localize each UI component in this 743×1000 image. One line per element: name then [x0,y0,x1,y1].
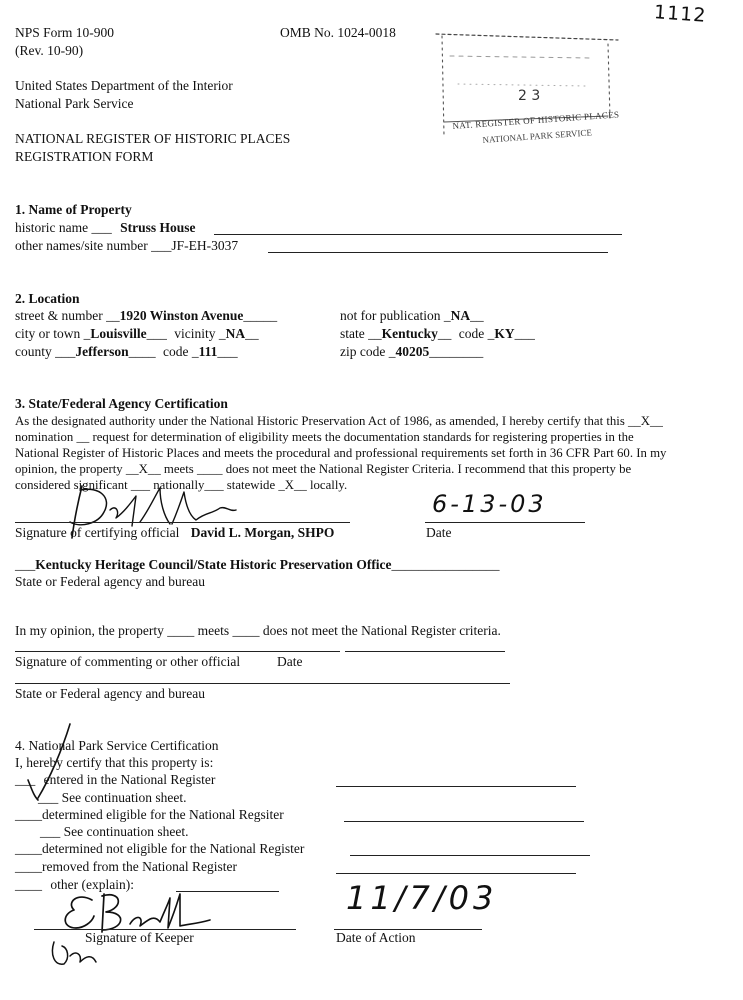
zip-field [340,344,483,360]
nfp-tail: __ [470,308,484,323]
certifying-official-name: David L. Morgan, SHPO [190,525,335,540]
option-removed-line [336,873,576,874]
received-stamp [430,26,625,156]
state-code-label: code _ [458,326,495,341]
continuation-sheet-2: ___ See continuation sheet. [40,824,189,839]
date-line [425,522,585,523]
option-removed [15,859,237,875]
street-field [15,308,277,324]
zip-value: 40205 [395,344,430,359]
option-eligible-line [344,821,584,822]
commenting-date-line [345,651,505,652]
commenting-signature-line [15,651,340,652]
option-eligible-blank: ____ [15,807,42,822]
state-code-value: KY [494,326,515,341]
city-field [15,326,259,342]
city-label: city or town _ [15,326,91,341]
other-names-label: other names/site number ___ [15,238,172,253]
option-entered-label: entered in the National Register [43,772,216,787]
other-names-rule [268,252,608,253]
city-tail: ___ [146,326,167,341]
service: National Park Service [15,96,134,111]
certification-date-label: Date [426,525,452,540]
certifying-signature-label: Signature of certifying official [15,525,180,540]
form-title-line1: NATIONAL REGISTER OF HISTORIC PLACES [15,131,291,146]
department: United States Department of the Interior [15,78,233,93]
option-entered-blank: ___ [15,772,36,787]
omb-number: OMB No. 1024-0018 [280,25,396,40]
form-title-line2: REGISTRATION FORM [15,149,154,164]
signature-label-row [15,525,334,541]
section-3-heading: 3. State/Federal Agency Certification [15,396,228,411]
option-not-eligible-blank: ____ [15,841,42,856]
option-entered-line [336,786,576,787]
certification-text-line5: considered significant ___ nationally___ statewide _X__ locally. [15,478,348,492]
county-label: county ___ [15,344,76,359]
section-4-intro: I, hereby certify that this property is: [15,755,214,770]
county-field [15,344,238,360]
option-eligible [15,807,284,823]
state-code-tail: ___ [514,326,535,341]
option-not-eligible-line [350,855,590,856]
street-label: street & number __ [15,308,120,323]
county-code-tail: ___ [217,344,238,359]
option-removed-blank: ____ [15,859,42,874]
option-entered [15,772,215,788]
other-names-field [15,238,238,254]
form-revision: (Rev. 10-90) [15,43,84,58]
stamp-text-line1: NAT. REGISTER OF HISTORIC PLACES [452,109,620,131]
zip-label: zip code _ [340,344,396,359]
agency-line [15,683,510,684]
agency-field [15,557,500,573]
certification-text-line1: As the designated authority under the National Historic Preservation Act of 1986, as amended, I hereby certify that this __X__ [15,414,663,428]
not-for-publication-field [340,308,484,324]
date-of-action-label: Date of Action [336,930,416,945]
agency-tail: ________________ [391,557,500,572]
form-number: NPS Form 10-900 [15,25,115,40]
stamp-number: 2 3 [518,88,541,104]
other-names-value: JF-EH-3037 [171,238,239,253]
certification-text-line3: National Register of Historic Places and meets the procedural and professional requirements set forth in 36 CFR Part 60. In my [15,446,667,460]
historic-name-field [15,220,196,236]
opinion-text: In my opinion, the property ____ meets ____ does not meet the National Register criteria. [15,623,501,638]
continuation-sheet-1: ___ See continuation sheet. [38,790,187,805]
handwritten-page-number: 1112 [653,1,708,27]
state-field [340,326,535,342]
section-1-heading: 1. Name of Property [15,202,132,217]
nfp-value: NA [450,308,471,323]
signature-line [15,522,350,523]
commenting-signature-label: Signature of commenting or other official [15,654,241,669]
section-2-heading: 2. Location [15,291,80,306]
street-tail: _____ [243,308,278,323]
historic-name-value: Struss House [120,220,196,235]
county-tail: ____ [128,344,156,359]
agency-value: Kentucky Heritage Council/State Historic Preservation Office [35,557,392,572]
option-eligible-label: determined eligible for the National Regsiter [42,807,284,822]
section-4-heading: 4. National Park Service Certification [15,738,219,753]
nfp-label: not for publication _ [340,308,451,323]
vicinity-tail: __ [245,326,259,341]
agency-label: State or Federal agency and bureau [15,574,206,589]
county-code-value: 111 [198,344,218,359]
option-removed-label: removed from the National Register [42,859,237,874]
county-value: Jefferson [75,344,129,359]
keeper-signature-label: Signature of Keeper [85,930,194,945]
city-value: Louisville [90,326,147,341]
state-label: state __ [340,326,382,341]
state-tail: __ [437,326,452,341]
certification-text-line2: nomination __ request for determination of eligibility meets the documentation standards for registering properties in the [15,430,634,444]
state-value: Kentucky [381,326,438,341]
street-value: 1920 Winston Avenue [119,308,244,323]
agency-label-2: State or Federal agency and bureau [15,686,206,701]
vicinity-value: NA [225,326,246,341]
agency-prefix: ___ [15,557,36,572]
stamp-text-line2: NATIONAL PARK SERVICE [482,127,593,145]
vicinity-label: vicinity _ [174,326,226,341]
historic-name-label: historic name ___ [15,220,112,235]
zip-tail: ________ [429,344,484,359]
option-not-eligible [15,841,304,857]
date-of-action-handwritten: 11/7/03 [346,879,498,917]
option-other-blank: ____ [15,877,42,892]
certification-text-line4: opinion, the property __X__ meets ____ does not meet the National Register Criteria. I recommend that this property be [15,462,632,476]
commenting-date-label: Date [277,654,303,669]
option-not-eligible-label: determined not eligible for the National Register [42,841,305,856]
option-other-label: other (explain): [50,877,134,892]
historic-name-rule [214,234,622,235]
certification-date-handwritten: 6-13-03 [432,490,547,518]
county-code-label: code _ [162,344,199,359]
